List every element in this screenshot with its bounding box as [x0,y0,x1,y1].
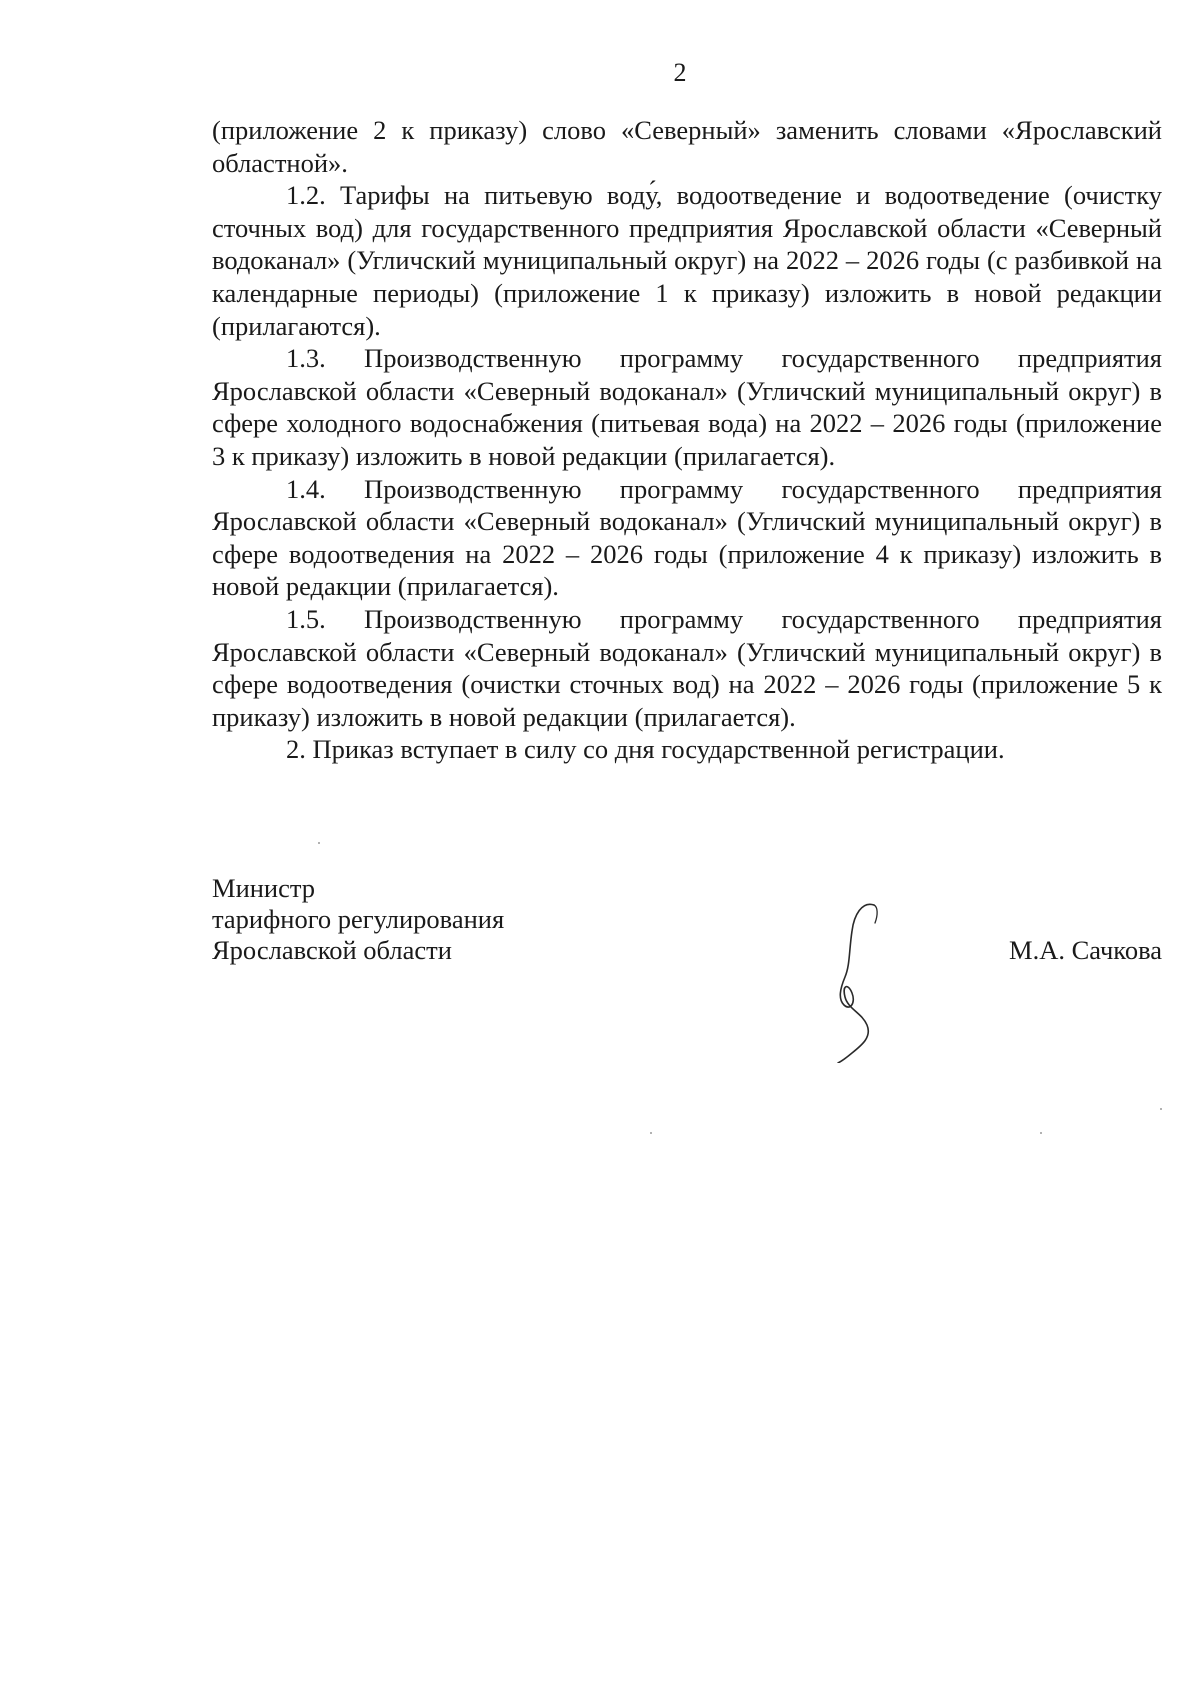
scan-speck [1040,1132,1042,1134]
signatory-position-line: Ярославской области [212,935,452,965]
paragraph-2: 2. Приказ вступает в силу со дня государственной регистрации. [286,734,1005,765]
signature-stroke [874,905,877,923]
page-number: 2 [673,58,687,87]
signatory-position-line: Министр [212,873,316,903]
paragraph-1-2: 1.2. Тарифы на питьевую воду́, водоотведение и водоотведение (очистку сточных вод) для государственного предприятия Ярославской области «Северный водоканал» (Угличский муниципальный округ) на 2022 – 2026 годы (с разбивкой на календарные периоды) (приложение 1 к приказу) изложить в новой редакции (прилагаются). [212,180,1162,341]
signature-stroke [838,904,874,1063]
document-body [212,114,1162,766]
paragraph-1-3: 1.3. Производственную программу государственного предприятия Ярославской области «Северный водоканал» (Угличский муниципальный округ) в сфере холодного водоснабжения (питьевая вода) на 2022 – 2026 годы (приложение 3 к приказу) изложить в новой редакции (прилагается). [212,343,1162,471]
paragraph-1-5: 1.5. Производственную программу государственного предприятия Ярославской области «Северный водоканал» (Угличский муниципальный округ) в сфере водоотведения (очистки сточных вод) на 2022 – 2026 годы (приложение 5 к приказу) изложить в новой редакции (прилагается). [212,603,1162,732]
paragraph-continuation: (приложение 2 к приказу) слово «Северный» заменить словами «Ярославский областной». [212,115,1162,178]
paragraph-1-4: 1.4. Производственную программу государственного предприятия Ярославской области «Северный водоканал» (Угличский муниципальный округ) в сфере водоотведения на 2022 – 2026 годы (приложение 4 к приказу) изложить в новой редакции (прилагается). [212,473,1162,602]
signatory-position [212,873,504,966]
scan-speck [650,1132,652,1134]
scan-speck [1160,1108,1162,1110]
scan-speck [318,842,320,844]
handwritten-signature [812,893,902,1063]
signer-name: М.А. Сачкова [1009,935,1162,965]
signatory-position-line: тарифного регулирования [212,904,505,934]
